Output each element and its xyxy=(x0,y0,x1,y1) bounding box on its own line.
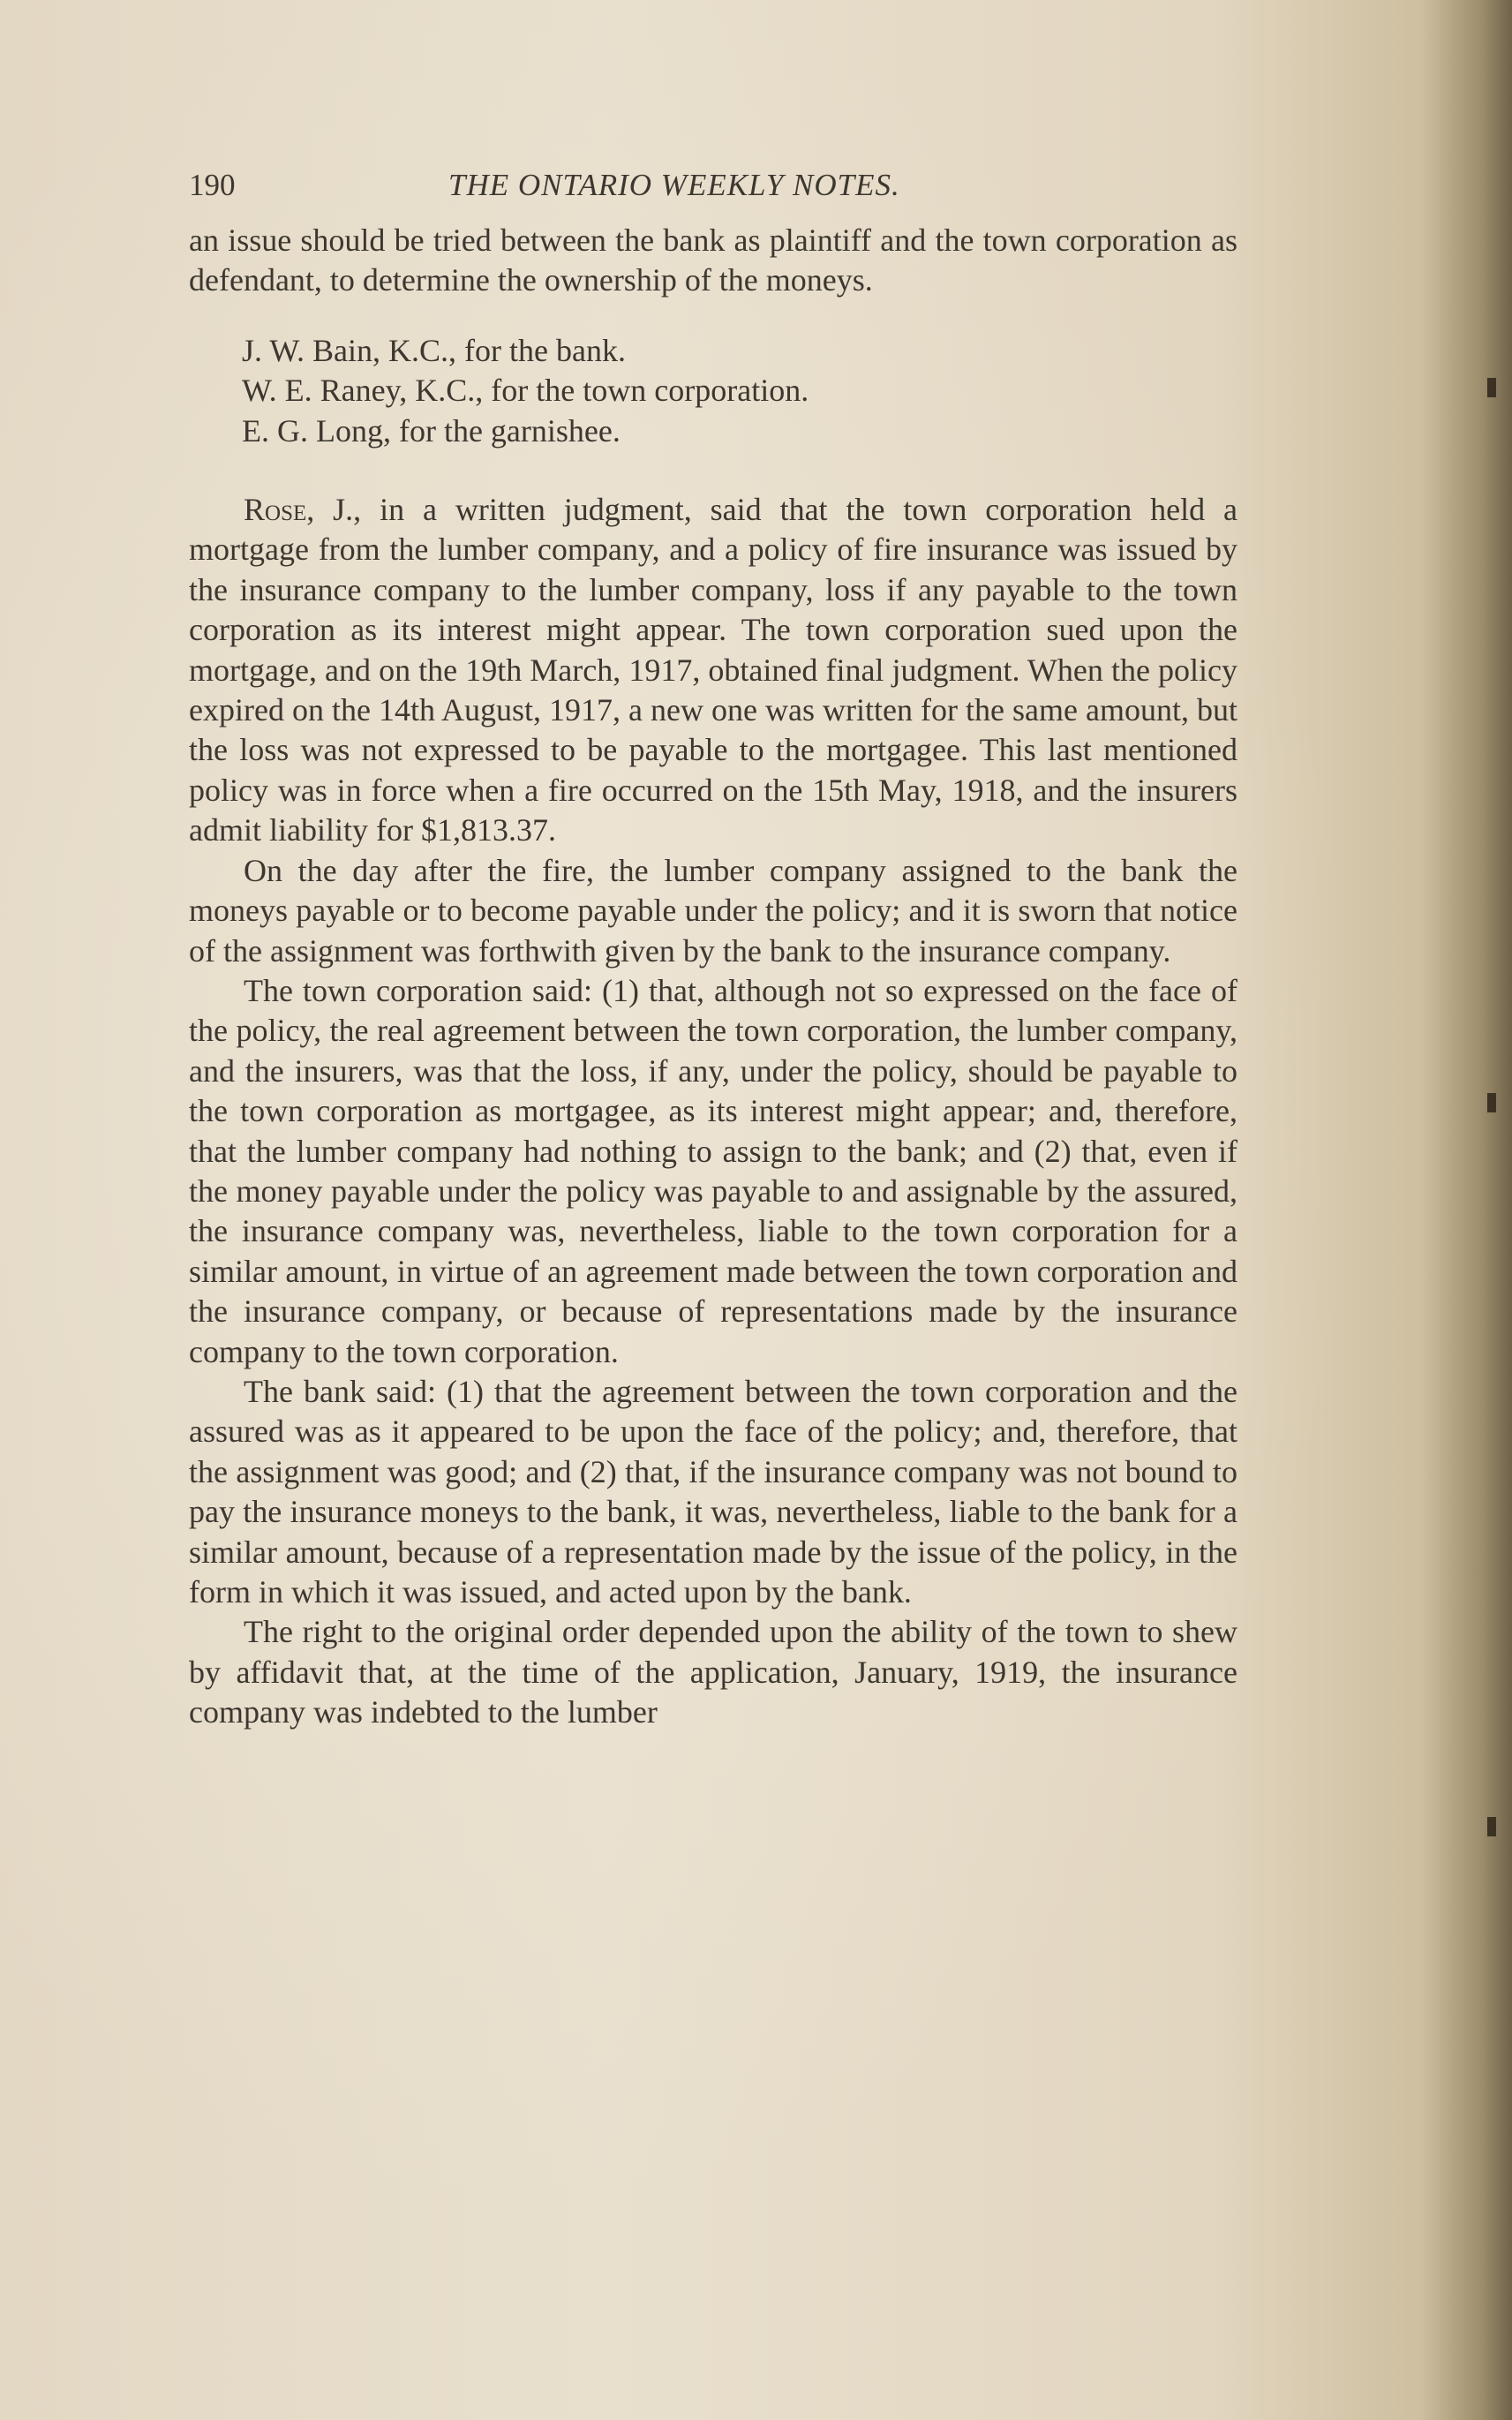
opening-paragraph: an issue should be tried between the bank as plaintiff and the town corporation as defendant, to determine the ownership of the moneys. xyxy=(189,222,1237,298)
body-paragraph: The town corporation said: (1) that, although not so expressed on the face of the policy, the real agreement between the town corporation, the lumber company, and the insurers, was that the loss, if any, under the policy, should be payable to the town corporation as mortgagee, as its interest might appear; and, therefore, that the lumber company had nothing to assign to the bank; and (2) that, even if the money payable under the policy was payable to and assignable by the assured, the insurance company was, nevertheless, liable to the town corporation for a similar amount, in virtue of an agreement made between the town corporation and the insurance company, or because of representations made by the insurance company to the town corporation. xyxy=(189,972,1237,1369)
judge-name: Rose xyxy=(244,492,307,528)
judgment-text: , J., in a written judgment, said that the town corporation held a mortgage from the lumber company, and a policy of fire insurance was issued by the insurance company to the lumber company, loss if any payable to the town corporation as its interest might appear. The town corporation sued upon the mortgage, and on the 19th March, 1917, obtained final judgment. When the policy expired on the 14th August, 1917, a new one was written for the same amount, but the loss was not expressed to be payable to the mortgagee. This last mentioned policy was in force when a fire occurred on the 15th May, 1918, and the insurers admit liability for $1,813.37. xyxy=(189,492,1237,848)
counsel-entry: J. W. Bain, K.C., for the bank. xyxy=(242,332,626,368)
counsel-list xyxy=(189,331,1237,451)
counsel-entry: W. E. Raney, K.C., for the town corporation. xyxy=(242,373,809,409)
binding-mark xyxy=(1487,1093,1496,1112)
journal-title: THE ONTARIO WEEKLY NOTES. xyxy=(448,168,900,202)
body-paragraph: The right to the original order depended upon the ability of the town to shew by affidavit that, at the time of the application, January, 1919, the insurance company was indebted to the lumber xyxy=(189,1614,1237,1730)
body-paragraph: The bank said: (1) that the agreement between the town corporation and the assured was as it appeared to be upon the face of the policy; and, therefore, that the assignment was good; and (2) that, if the insurance company was not bound to pay the insurance moneys to the bank, it was, nevertheless, liable to the bank for a similar amount, because of a representation made by the issue of the policy, in the form in which it was issued, and acted upon by the bank. xyxy=(189,1373,1237,1610)
judgment-paragraph xyxy=(189,490,1237,851)
text-block xyxy=(189,168,1237,1733)
binding-mark xyxy=(1487,1817,1496,1836)
binding-mark xyxy=(1487,378,1496,397)
page-number: 190 xyxy=(189,168,236,202)
counsel-entry: E. G. Long, for the garnishee. xyxy=(242,412,621,449)
running-head xyxy=(189,168,1237,221)
body-paragraph: On the day after the fire, the lumber company assigned to the bank the moneys payable or to become payable under the policy; and it is sworn that notice of the assignment was forthwith given by the bank to the insurance company. xyxy=(189,852,1237,969)
